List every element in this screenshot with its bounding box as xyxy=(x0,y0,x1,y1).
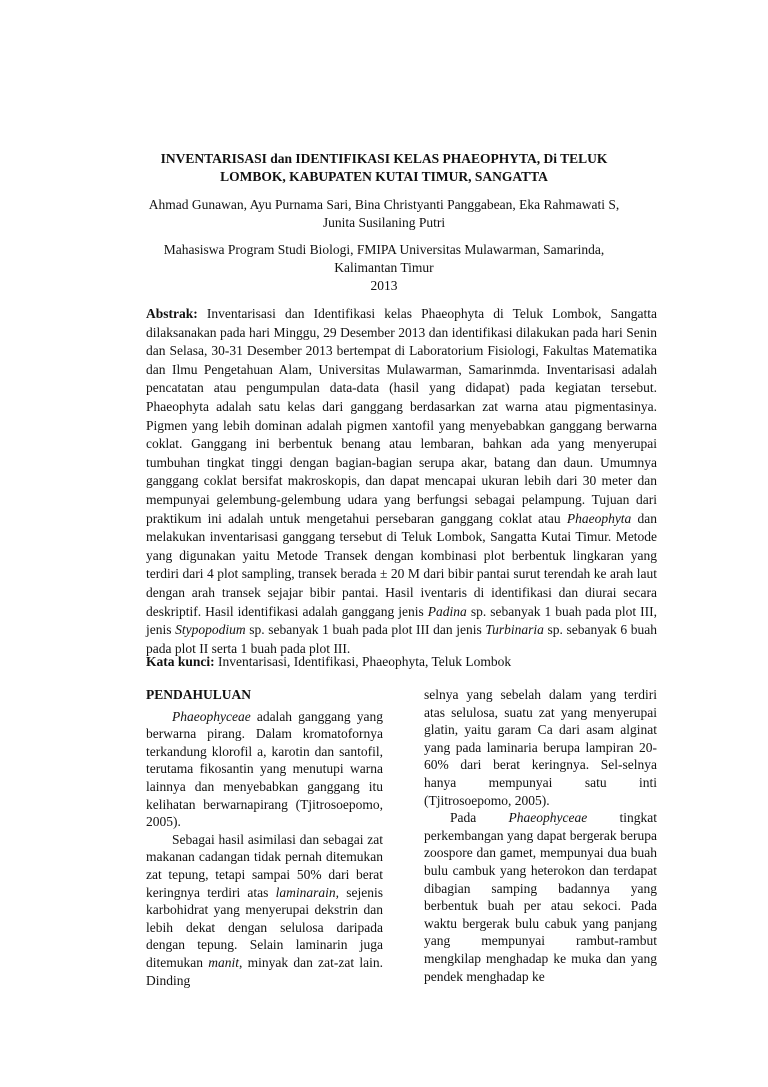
abstract-italic-1: Phaeophyta xyxy=(566,510,632,526)
abstract-italic-3: Stypopodium xyxy=(175,622,246,638)
paper-title xyxy=(146,150,622,186)
authors-line-1: Ahmad Gunawan, Ayu Purnama Sari, Bina Christyanti Panggabean, Eka Rahmawati S, xyxy=(148,197,620,212)
abstract-text-1: Inventarisasi dan Identifikasi kelas Phaeophyta di Teluk Lombok, Sangatta dilaksanakan pada hari Minggu, 29 Desember 2013 dan identifikasi dilakukan pada hari Senin dan Selasa, 30-31 Desember 2013 bertempat di Laboratorium Fisiologi, Fakultas Matematika dan Ilmu Pengetahuan Alam, Universitas Mulawarman, Samarinmda. Inventarisasi adalah pencatatan atau pengumpulan data-data (hasil yang didapat) pada kegiatan tersebut. Phaeophyta adalah satu kelas dari ganggang berdasarkan zat warna atau pigmentasinya. Pigmen yang lebih dominan adalah pigmen xantofil yang menyebabkan ganggang berwarna coklat. Ganggang ini berbentuk benang atau lembaran, bahkan ada yang menyerupai tumbuhan tingkat tinggi dengan bagian-bagian serupa akar, batang dan daun. Umumnya ganggang coklat bersifat makroskopis, dan dapat mencapai ukuran lebih dari 30 meter dan mempunyai gelembung-gelembung udara yang berfungsi sebagai pelampung. Tujuan dari praktikum ini adalah untuk mengetahui persebaran ganggang coklat atau xyxy=(146,306,658,526)
abstract-italic-4: Turbinaria xyxy=(485,622,544,638)
abstract-text-4: sp. sebanyak 1 buah pada plot III dan jenis xyxy=(245,622,486,638)
publication-year: 2013 xyxy=(370,278,398,293)
abstract-text-3: sp. sebanyak 1 buah pada plot III, jenis xyxy=(146,603,657,638)
title-line-2: LOMBOK, KABUPATEN KUTAI TIMUR, SANGATTA xyxy=(220,169,548,184)
author-list xyxy=(146,196,622,232)
right-p2-italic: Phaeophyceae xyxy=(508,810,588,826)
intro-p2-text-3: , minyak dan zat-zat lain. Dinding xyxy=(146,954,383,988)
affiliation-line-1: Mahasiswa Program Studi Biologi, FMIPA Universitas Mulawarman, Samarinda, xyxy=(163,242,605,257)
intro-p2-italic-1: laminarain, xyxy=(275,884,340,900)
abstract-text-2: dan melakukan inventarisasi ganggang tersebut di Teluk Lombok, Sangatta Kutai Timur. Metode yang digunakan yaitu Metode Transek dengan kombinasi plot berbentuk lingkaran yang terdiri dari 4 plot sampling, transek berada ± 20 M dari bibir pantai surut terendah ke arah laut dengan arah transek sejajar bibir pantai. Hasil iventaris di identifikasi dan diurai secara deskriptif. Hasil identifikasi adalah ganggang jenis xyxy=(146,510,657,619)
section-heading: PENDAHULUAN xyxy=(146,687,252,702)
abstract-italic-2: Padina xyxy=(427,603,467,619)
intro-p1-italic: Phaeophyceae xyxy=(172,708,251,724)
intro-p2-text-2: sejenis karbohidrat yang menyerupai dekstrin dan lebih dekat dengan selulosa daripada dengan tepung. Selain laminarin juga ditemukan xyxy=(146,884,383,970)
keywords-text: Inventarisasi, Identifikasi, Phaeophyta, Teluk Lombok xyxy=(214,654,512,669)
abstract-text-5: sp. sebanyak 6 buah pada plot II serta 1 buah pada plot III. xyxy=(146,622,658,656)
abstract xyxy=(146,305,657,658)
left-column xyxy=(146,686,383,989)
authors-line-2: Junita Susilaning Putri xyxy=(322,215,446,230)
right-p2-pre: Pada xyxy=(450,810,509,826)
keywords-label: Kata kunci: xyxy=(146,654,215,669)
intro-p2-italic-2: manit xyxy=(208,954,240,970)
right-p2-text: tingkat perkembangan yang dapat bergerak berupa zoospore dan gamet, mempunyai dua buah bulu cambuk yang heterokon dan terdapat dibagian samping badannya yang berbentuk buah per atau sekoci. Pada waktu bergerak bulu cabuk yang panjang yang mempunyai rambut-rambut mengkilap menghadap ke muka dan yang pendek menghadap ke xyxy=(424,810,657,984)
right-paragraph-2 xyxy=(424,809,657,985)
keywords xyxy=(146,653,657,671)
right-column xyxy=(424,686,657,985)
intro-paragraph-1 xyxy=(146,708,383,831)
abstract-label: Abstrak: xyxy=(146,306,198,321)
affiliation-line-2: Kalimantan Timur xyxy=(334,260,434,275)
affiliation xyxy=(146,241,622,295)
intro-p1-text: adalah ganggang yang berwarna pirang. Dalam kromatofornya terkandung klorofil a, karotin dan santofil, terutama fikosantin yang menutupi warna lainnya dan menyebabkan ganggang itu kelihatan berwarnapirang (Tjitrosoepomo, 2005). xyxy=(146,708,383,830)
right-paragraph-1: selnya yang sebelah dalam yang terdiri atas selulosa, suatu zat yang menyerupai glatin, yaitu garam Ca dari asam alginat yang pada laminaria berupa lampiran 20-60% dari berat keringnya. Sel-selnya hanya mempunyai satu inti (Tjitrosoepomo, 2005). xyxy=(424,687,657,808)
intro-p2-text-1: Sebagai hasil asimilasi dan sebagai zat makanan cadangan tidak pernah ditemukan zat tepung, tetapi sampai 50% dari berat keringnya terdiri atas xyxy=(146,831,383,900)
title-line-1: INVENTARISASI dan IDENTIFIKASI KELAS PHAEOPHYTA, Di TELUK xyxy=(160,151,608,166)
intro-paragraph-2 xyxy=(146,831,383,989)
